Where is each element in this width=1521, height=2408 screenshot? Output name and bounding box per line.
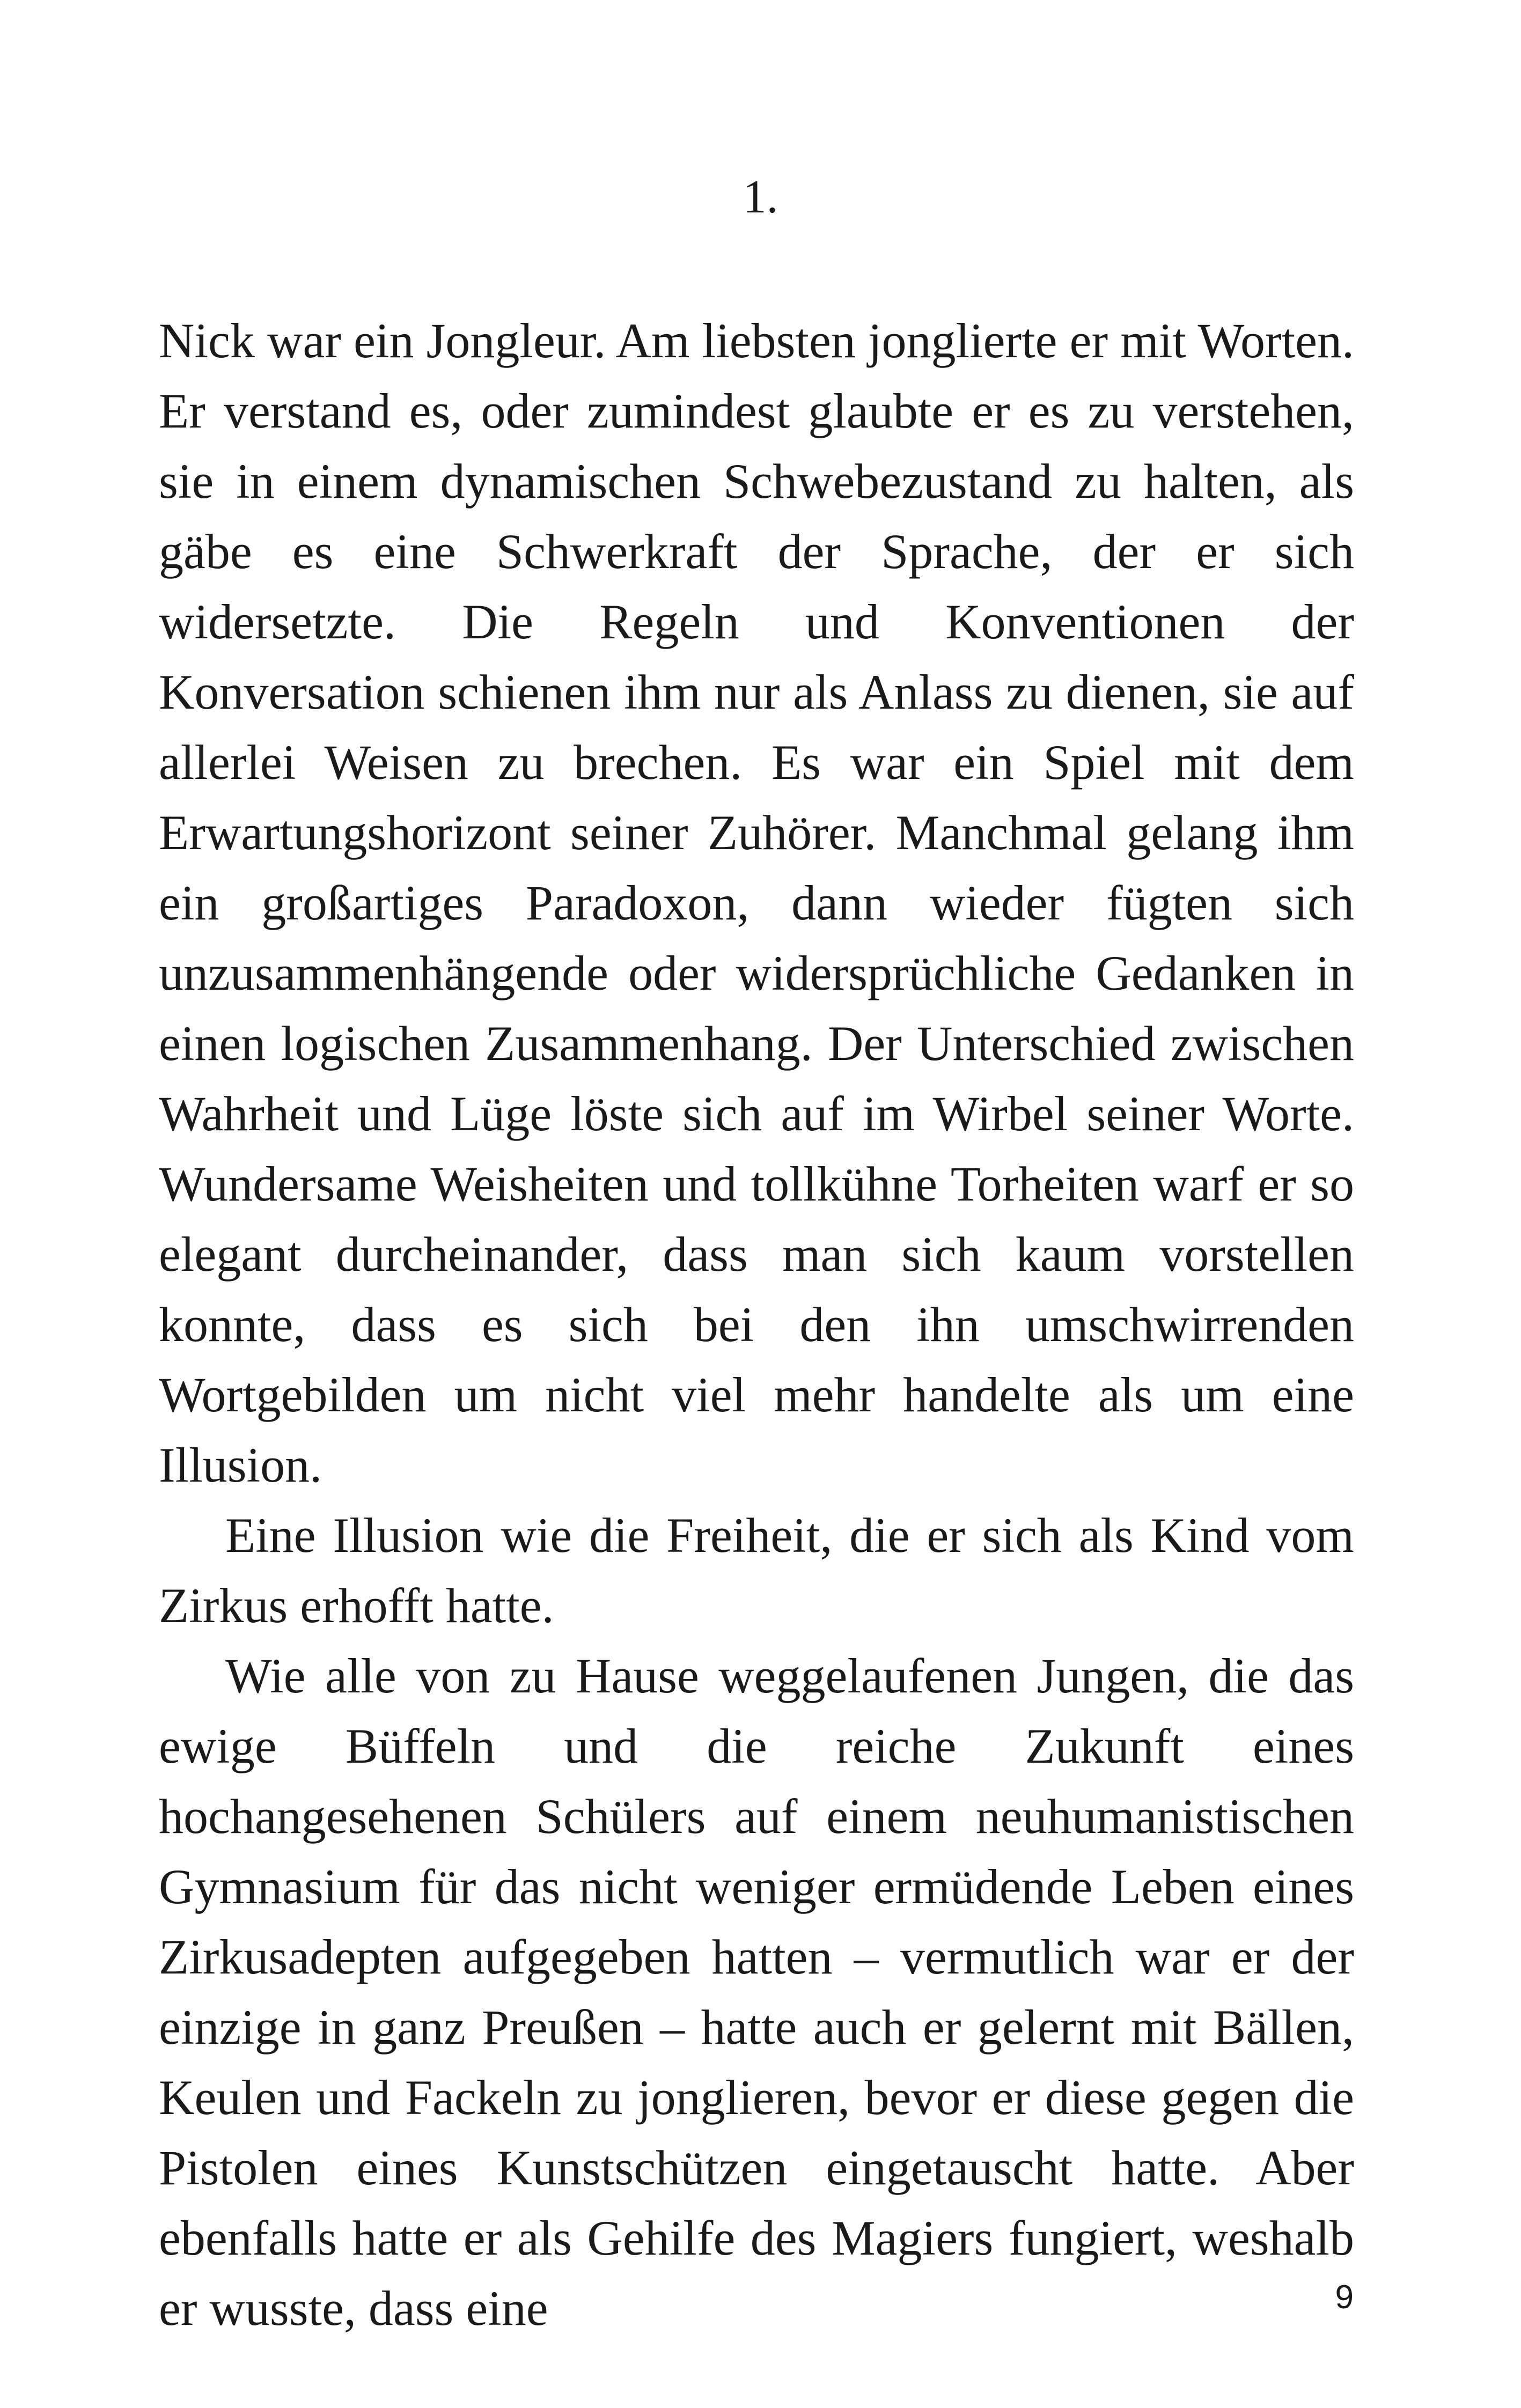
page-number: 9 — [1335, 2279, 1354, 2316]
paragraph: Eine Illusion wie die Freiheit, die er sich als Kind vom Zirkus erhofft hatte. — [159, 1508, 1354, 1633]
body-text — [159, 306, 1354, 2344]
chapter-number: 1. — [743, 171, 778, 223]
paragraph: Nick war ein Jongleur. Am liebsten jonglierte er mit Worten. Er verstand es, oder zumindest glaubte er es zu verstehen, sie in einem dynamischen Schwebezustand zu halten, als gäbe es eine Schwerkraft der Sprache, der er sich widersetzte. Die Regeln und Konventionen der Konversation schienen ihm nur als Anlass zu dienen, sie auf allerlei Weisen zu brechen. Es war ein Spiel mit dem Erwartungshorizont seiner Zuhörer. Manchmal gelang ihm ein großartiges Paradoxon, dann wieder fügten sich unzusammenhängende oder widersprüchliche Gedanken in einen logischen Zusammenhang. Der Unterschied zwischen Wahrheit und Lüge löste sich auf im Wirbel seiner Worte. Wundersame Weisheiten und tollkühne Torheiten warf er so elegant durcheinander, dass man sich kaum vorstellen konnte, dass es sich bei den ihn umschwirrenden Wortgebilden um nicht viel mehr handelte als um eine Illusion. — [159, 313, 1354, 1492]
paragraph: Wie alle von zu Hause weggelaufenen Jungen, die das ewige Büffeln und die reiche Zukunft eines hochangesehenen Schülers auf einem neuhumanistischen Gymnasium für das nicht weniger ermüdende Leben eines Zirkusadepten aufgegeben hatten – vermutlich war er der einzige in ganz Preußen – hatte auch er gelernt mit Bällen, Keulen und Fackeln zu jonglieren, bevor er diese gegen die Pistolen eines Kunstschützen eingetauscht hatte. Aber ebenfalls hatte er als Gehilfe des Magiers fungiert, weshalb er wusste, dass eine — [159, 1648, 1354, 2336]
